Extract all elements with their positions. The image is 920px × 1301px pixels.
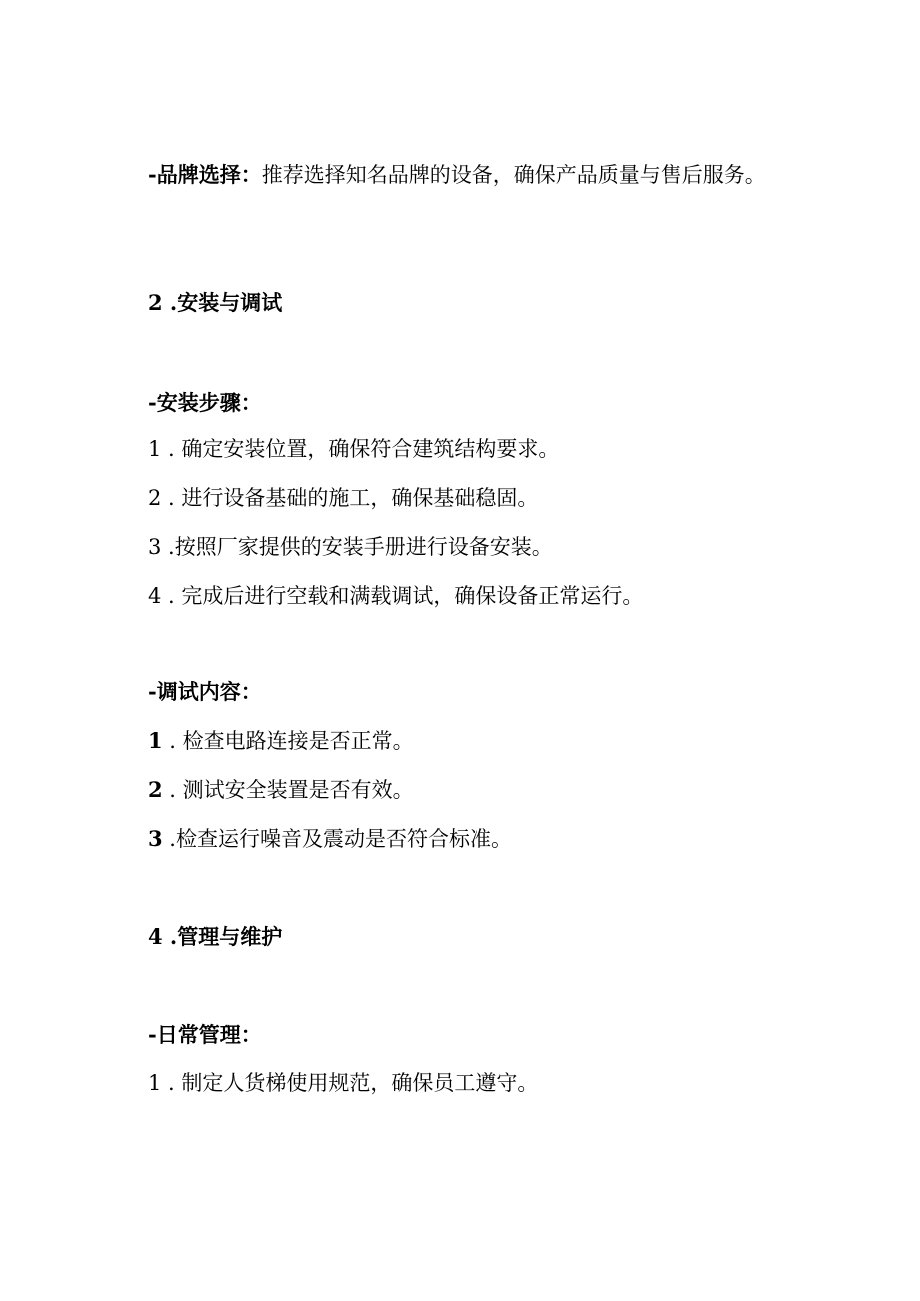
brand-selection-paragraph bbox=[104, 158, 804, 192]
section-number: 2 bbox=[148, 290, 163, 315]
section-number: 4 bbox=[148, 924, 163, 949]
brand-selection-text: 推荐选择知名品牌的设备，确保产品质量与售后服务。 bbox=[261, 163, 766, 187]
section-heading-manage bbox=[148, 922, 920, 952]
list-item-number: 3 bbox=[148, 535, 162, 559]
list-item-text: . 完成后进行空载和满载调试，确保设备正常运行。 bbox=[161, 584, 644, 608]
list-item-number: 3 bbox=[148, 826, 163, 851]
list-item-number: 1 bbox=[148, 437, 162, 461]
list-item bbox=[148, 434, 920, 464]
list-item bbox=[148, 824, 920, 854]
debug-content-heading: -调试内容： bbox=[148, 679, 262, 704]
list-item bbox=[148, 581, 920, 611]
list-item bbox=[148, 532, 920, 562]
daily-management-heading: -日常管理： bbox=[148, 1022, 262, 1047]
section-title: .安装与调试 bbox=[162, 290, 283, 315]
section-heading-install bbox=[148, 288, 920, 318]
install-steps-heading: -安装步骤： bbox=[148, 390, 262, 415]
section-title: .管理与维护 bbox=[162, 924, 283, 949]
list-item-text: . 确定安装位置，确保符合建筑结构要求。 bbox=[161, 437, 560, 461]
list-item-number: 2 bbox=[148, 486, 162, 510]
list-item-text: . 检查电路连接是否正常。 bbox=[162, 729, 414, 753]
list-item-text: . 测试安全装置是否有效。 bbox=[162, 778, 414, 802]
list-item-number: 4 bbox=[148, 584, 162, 608]
list-item-number: 1 bbox=[148, 728, 163, 753]
list-item-text: .检查运行噪音及震动是否符合标准。 bbox=[162, 827, 512, 851]
list-item-number: 2 bbox=[148, 777, 163, 802]
list-item-number: 1 bbox=[148, 1071, 162, 1095]
list-item bbox=[148, 1068, 920, 1098]
list-item-text: .按照厂家提供的安装手册进行设备安装。 bbox=[161, 535, 553, 559]
list-item-text: . 进行设备基础的施工，确保基础稳固。 bbox=[161, 486, 539, 510]
list-item-text: . 制定人货梯使用规范，确保员工遵守。 bbox=[161, 1071, 539, 1095]
list-item bbox=[148, 775, 920, 805]
list-item bbox=[148, 483, 920, 513]
brand-selection-label: -品牌选择： bbox=[148, 162, 262, 187]
list-item bbox=[148, 726, 920, 756]
